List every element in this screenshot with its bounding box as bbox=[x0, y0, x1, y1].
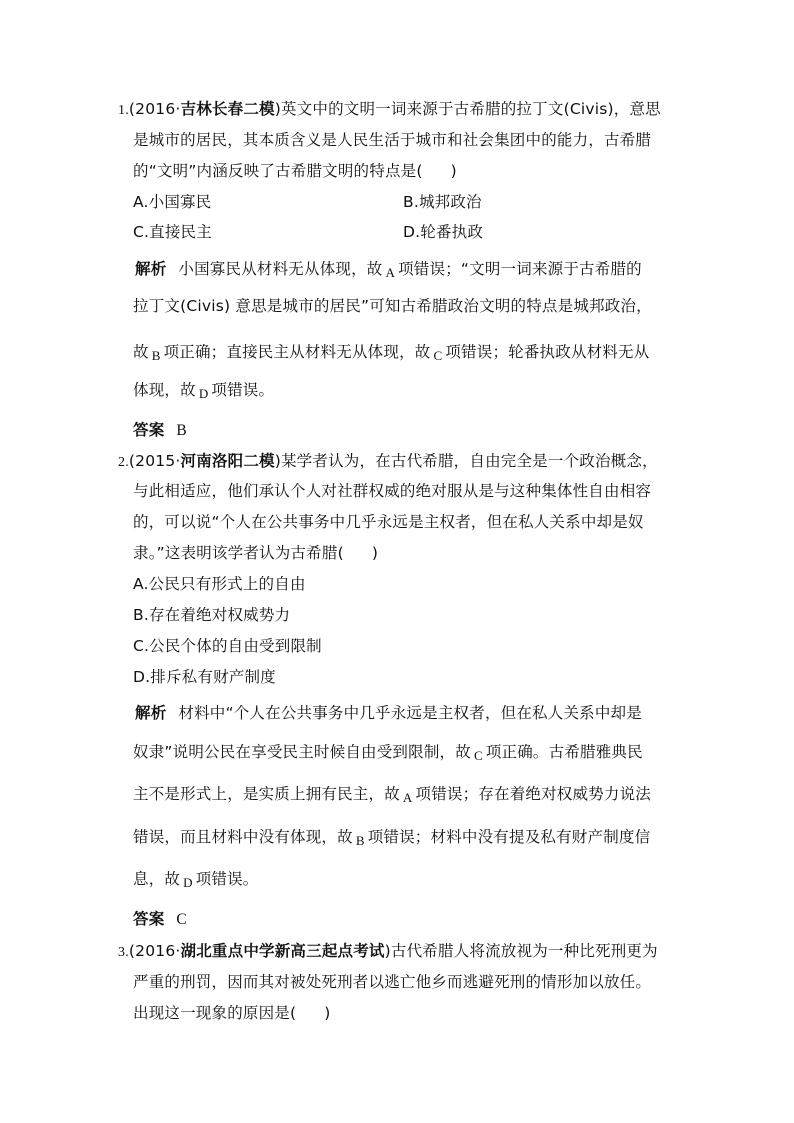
question-stem-end: ) bbox=[324, 1004, 331, 1022]
analysis-text: 错误，而且材料中没有体现，故 bbox=[133, 828, 353, 846]
question-2-stem-line-1 bbox=[118, 451, 658, 473]
answer-label: 答案 bbox=[133, 910, 165, 928]
analysis-text: 奴隶”说明公民在享受民主时候自由受到限制，故 bbox=[133, 743, 471, 761]
option-b: B.城邦政治 bbox=[403, 193, 482, 211]
analysis-label: 解析 bbox=[135, 260, 167, 278]
analysis-line-1 bbox=[135, 259, 642, 283]
analysis-line-5 bbox=[133, 869, 259, 893]
question-1-stem-line-2: 是城市的居民，其本质含义是人民生活于城市和社会集团中的能力，古希腊 bbox=[133, 131, 652, 149]
question-stem: 隶。”这表明该学者认为古希腊( bbox=[133, 544, 344, 562]
analysis-text: 息，故 bbox=[133, 870, 181, 888]
analysis-text: 项正确；直接民主从材料无从体现，故 bbox=[163, 343, 431, 361]
analysis-line-2 bbox=[133, 742, 643, 766]
option-c: C.直接民主 bbox=[133, 223, 212, 241]
analysis-text: 体现，故 bbox=[133, 381, 196, 399]
question-3-stem-line-2: 严重的刑罚，因而其对被处死刑者以逃亡他乡而逃避死刑的情形加以放任。 bbox=[133, 973, 652, 991]
option-a: A.小国寡民 bbox=[133, 193, 212, 211]
analysis-text: 项错误。 bbox=[211, 381, 275, 399]
analysis-line-1 bbox=[135, 703, 642, 723]
analysis-text: 项错误。 bbox=[195, 870, 259, 888]
option-ref: D bbox=[183, 875, 193, 890]
question-stem: 出现这一现象的原因是( bbox=[133, 1004, 297, 1022]
analysis-label: 解析 bbox=[135, 704, 167, 722]
analysis-line-4 bbox=[133, 827, 650, 851]
analysis-text: 故 bbox=[133, 343, 149, 361]
question-3-stem-line-1 bbox=[118, 941, 658, 963]
question-1-stem-line-3 bbox=[133, 161, 457, 181]
question-3-stem-line-3 bbox=[133, 1003, 331, 1023]
analysis-text: 项正确。古希腊雅典民 bbox=[485, 743, 643, 761]
question-source-prefix: (2015· bbox=[128, 452, 181, 470]
analysis-line-4 bbox=[133, 380, 274, 404]
question-2-stem-line-3: 的，可以说“个人在公共事务中几乎永远是主权者，但在私人关系中却是奴 bbox=[133, 513, 644, 531]
question-2-stem-line-2: 与此相适应，他们承认个人对社群权威的绝对服从是与这种集体性自由相容 bbox=[133, 482, 652, 500]
analysis-text: 项错误；轮番执政从材料无从 bbox=[445, 343, 650, 361]
option-ref: C bbox=[433, 348, 443, 363]
question-stem: 的“文明”内涵反映了古希腊文明的特点是( bbox=[133, 162, 423, 180]
option-d: D.排斥私有财产制度 bbox=[133, 668, 276, 686]
option-ref: D bbox=[198, 386, 209, 401]
question-source: 河南洛阳二模 bbox=[180, 452, 275, 470]
analysis-text: 主不是形式上，是实质上拥有民主，故 bbox=[133, 785, 400, 803]
question-stem: )古代希腊人将流放视为一种比死刑更为 bbox=[384, 942, 658, 960]
analysis-line-3 bbox=[133, 342, 649, 366]
question-source-prefix: (2016· bbox=[128, 100, 181, 118]
question-stem-end: ) bbox=[371, 544, 379, 562]
option-ref: B bbox=[151, 348, 161, 363]
analysis-text: 小国寡民从材料无从体现，故 bbox=[178, 260, 383, 278]
question-source: 湖北重点中学新高三起点考试 bbox=[180, 942, 385, 960]
answer-value: C bbox=[176, 911, 187, 928]
answer-line bbox=[133, 420, 187, 441]
question-stem: )某学者认为，在古代希腊，自由完全是一个政治概念， bbox=[274, 452, 658, 470]
option-a: A.公民只有形式上的自由 bbox=[133, 575, 306, 593]
answer-line bbox=[133, 909, 187, 930]
question-1-stem-line-1 bbox=[118, 99, 661, 121]
option-b: B.存在着绝对权威势力 bbox=[133, 606, 291, 624]
answer-value: B bbox=[176, 422, 187, 439]
analysis-text: 项错误；存在着绝对权威势力说法 bbox=[415, 785, 652, 803]
question-source-prefix: (2016· bbox=[128, 942, 181, 960]
question-stem-end: ) bbox=[450, 162, 457, 180]
question-number: 3. bbox=[118, 945, 129, 960]
option-c: C.公民个体的自由受到限制 bbox=[133, 637, 322, 655]
question-number: 2. bbox=[118, 455, 129, 470]
answer-label: 答案 bbox=[133, 421, 165, 439]
question-source: 吉林长春二模 bbox=[180, 100, 275, 118]
option-ref: A bbox=[402, 790, 413, 805]
option-ref: A bbox=[385, 265, 396, 280]
option-d: D.轮番执政 bbox=[403, 223, 484, 241]
question-number: 1. bbox=[118, 103, 129, 118]
analysis-text: 材料中“个人在公共事务中几乎永远是主权者，但在私人关系中却是 bbox=[178, 704, 642, 722]
question-2-stem-line-4 bbox=[133, 543, 378, 563]
analysis-text: 项错误；“文明一词来源于古希腊的 bbox=[398, 260, 642, 278]
analysis-line-3 bbox=[133, 784, 651, 808]
question-stem: )英文中的文明一词来源于古希腊的拉丁文(Civis)，意思 bbox=[274, 100, 661, 118]
option-ref: C bbox=[473, 748, 483, 763]
option-ref: B bbox=[355, 833, 365, 848]
analysis-text: 项错误；材料中没有提及私有财产制度信 bbox=[367, 828, 651, 846]
analysis-line-2: 拉丁文(Civis) 意思是城市的居民”可知古希腊政治文明的特点是城邦政治， bbox=[133, 297, 652, 315]
